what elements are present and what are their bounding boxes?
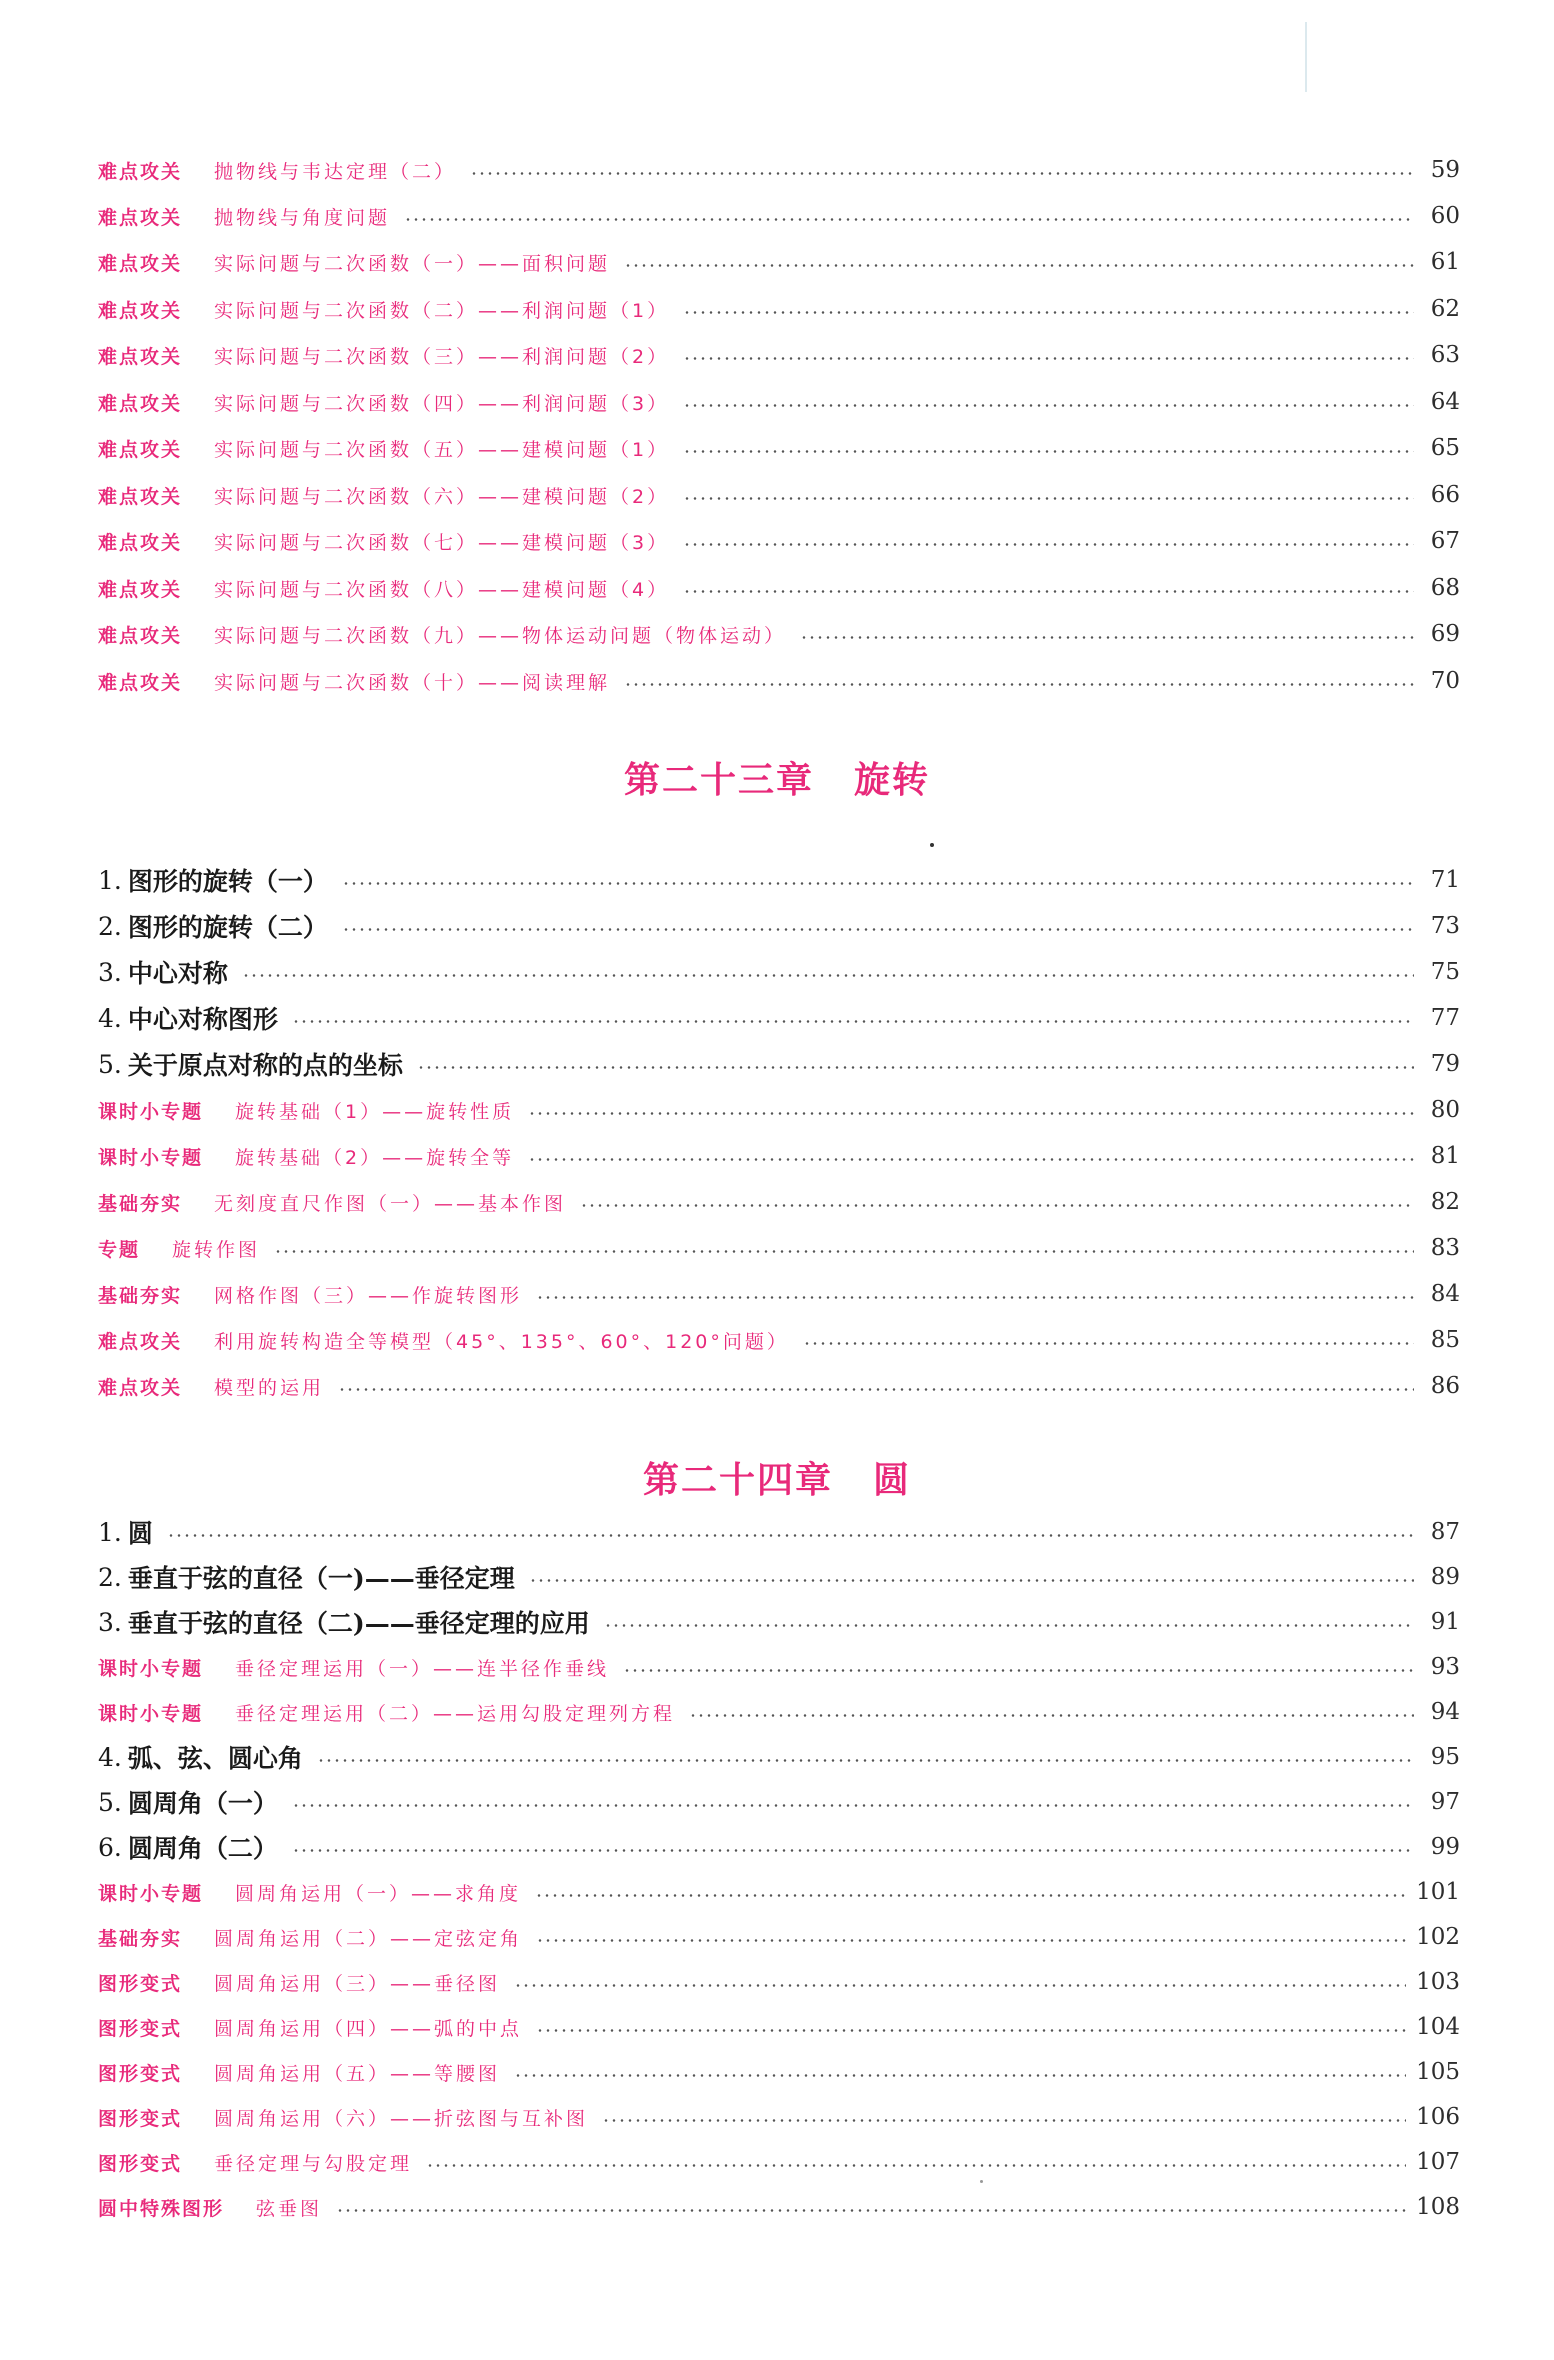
toc-entry — [98, 521, 1460, 561]
dot-leader — [292, 1849, 1414, 1852]
entry-page-number: 95 — [1430, 1744, 1460, 1770]
entry-title: 圆周角运用（三）——垂径图 — [214, 1972, 501, 1995]
entry-title: 实际问题与二次函数（三）——利润问题（2） — [214, 345, 670, 368]
entry-prefix: 课时小专题 — [98, 1146, 204, 1169]
entry-page-number: 89 — [1430, 1564, 1460, 1590]
entry-number: 5. — [98, 1787, 122, 1817]
entry-page-number: 84 — [1430, 1281, 1460, 1307]
entry-number: 5. — [98, 1049, 122, 1079]
toc-entry — [98, 614, 1460, 654]
dot-leader — [167, 1534, 1414, 1537]
entry-prefix: 圆中特殊图形 — [98, 2197, 225, 2220]
entry-page-number: 67 — [1430, 528, 1460, 554]
toc-entry — [98, 998, 1460, 1038]
dot-leader — [514, 2074, 1406, 2077]
dot-leader — [624, 264, 1414, 267]
dot-leader — [336, 2209, 1406, 2212]
toc-entry — [98, 150, 1460, 190]
entry-number: 3. — [98, 957, 122, 987]
entry-number: 1. — [98, 1517, 122, 1547]
entry-title: 图形的旋转（二） — [127, 913, 328, 942]
entry-title: 垂直于弦的直径（二)——垂径定理的应用 — [127, 1609, 590, 1638]
dot-leader — [274, 1250, 1414, 1253]
entry-page-number: 65 — [1430, 435, 1460, 461]
entry-prefix: 课时小专题 — [98, 1100, 204, 1123]
toc-entry — [98, 1692, 1460, 1732]
entry-page-number: 104 — [1416, 2014, 1460, 2040]
dot-leader — [404, 218, 1414, 221]
entry-title: 利用旋转构造全等模型（45°、135°、60°、120°问题） — [214, 1330, 789, 1353]
entry-prefix: 难点攻关 — [98, 206, 183, 229]
dot-leader — [536, 2029, 1406, 2032]
entry-title: 抛物线与韦达定理（二） — [214, 160, 457, 183]
entry-number: 2. — [98, 911, 122, 941]
toc-entry — [98, 1136, 1460, 1176]
toc-entry — [98, 1872, 1460, 1912]
toc-entry — [98, 1737, 1460, 1777]
entry-prefix: 基础夯实 — [98, 1192, 183, 1215]
entry-title: 旋转基础（1）——旋转性质 — [235, 1100, 515, 1123]
scan-edge-line — [1305, 22, 1307, 92]
entry-title: 实际问题与二次函数（十）——阅读理解 — [214, 671, 611, 694]
dot-leader — [514, 1984, 1406, 1987]
entry-page-number: 85 — [1430, 1327, 1460, 1353]
entry-page-number: 79 — [1430, 1051, 1460, 1077]
dot-leader — [242, 974, 1414, 977]
dot-leader — [800, 636, 1414, 639]
entry-prefix: 基础夯实 — [98, 1927, 183, 1950]
entry-prefix: 难点攻关 — [98, 438, 183, 461]
entry-page-number: 75 — [1430, 959, 1460, 985]
entry-page-number: 99 — [1430, 1834, 1460, 1860]
entry-number: 4. — [98, 1742, 122, 1772]
entry-page-number: 87 — [1430, 1519, 1460, 1545]
dot-leader — [624, 683, 1414, 686]
entry-page-number: 97 — [1430, 1789, 1460, 1815]
entry-title: 圆周角运用（五）——等腰图 — [214, 2062, 501, 2085]
entry-page-number: 103 — [1416, 1969, 1460, 1995]
entry-prefix: 难点攻关 — [98, 485, 183, 508]
entry-title: 圆 — [127, 1519, 153, 1548]
entry-prefix: 图形变式 — [98, 2017, 183, 2040]
dot-leader — [683, 357, 1414, 360]
entry-title: 抛物线与角度问题 — [214, 206, 391, 229]
entry-page-number: 86 — [1430, 1373, 1460, 1399]
toc-entry — [98, 2052, 1460, 2092]
toc-entry — [98, 1512, 1460, 1552]
dot-leader — [528, 1158, 1414, 1161]
entry-prefix: 图形变式 — [98, 2107, 183, 2130]
entry-prefix: 课时小专题 — [98, 1702, 204, 1725]
chapter-title: 圆 — [873, 1459, 912, 1501]
entry-title: 网格作图（三）——作旋转图形 — [214, 1284, 523, 1307]
entry-title: 圆周角（一） — [127, 1789, 278, 1818]
toc-entry — [98, 2097, 1460, 2137]
entry-page-number: 107 — [1416, 2149, 1460, 2175]
entry-title: 旋转作图 — [172, 1238, 261, 1261]
dot-leader — [417, 1066, 1414, 1069]
entry-page-number: 68 — [1430, 575, 1460, 601]
entry-page-number: 77 — [1430, 1005, 1460, 1031]
dot-leader — [317, 1759, 1414, 1762]
entry-title: 垂径定理与勾股定理 — [214, 2152, 413, 2175]
entry-title: 垂直于弦的直径（一)——垂径定理 — [127, 1564, 515, 1593]
toc-entry — [98, 1090, 1460, 1130]
toc-entry — [98, 382, 1460, 422]
entry-page-number: 83 — [1430, 1235, 1460, 1261]
entry-title: 实际问题与二次函数（八）——建模问题（4） — [214, 578, 670, 601]
dot-leader — [426, 2164, 1406, 2167]
entry-page-number: 105 — [1416, 2059, 1460, 2085]
toc-entry — [98, 2187, 1460, 2227]
dot-leader — [623, 1669, 1414, 1672]
entry-title: 弦垂图 — [256, 2197, 323, 2220]
toc-entry — [98, 661, 1460, 701]
entry-prefix: 图形变式 — [98, 2152, 183, 2175]
entry-title: 旋转基础（2）——旋转全等 — [235, 1146, 515, 1169]
toc-entry — [98, 1827, 1460, 1867]
entry-number: 6. — [98, 1832, 122, 1862]
entry-number: 3. — [98, 1607, 122, 1637]
chapter-number: 第二十四章 — [642, 1459, 833, 1501]
entry-prefix: 图形变式 — [98, 1972, 183, 1995]
toc-entry — [98, 242, 1460, 282]
entry-title: 中心对称图形 — [127, 1005, 278, 1034]
entry-number: 4. — [98, 1003, 122, 1033]
entry-title: 图形的旋转（一） — [127, 867, 328, 896]
entry-page-number: 73 — [1430, 913, 1460, 939]
entry-page-number: 69 — [1430, 621, 1460, 647]
entry-prefix: 难点攻关 — [98, 252, 183, 275]
entry-page-number: 80 — [1430, 1097, 1460, 1123]
dot-leader — [803, 1342, 1414, 1345]
chapter-heading — [0, 1452, 1554, 1503]
dot-leader — [580, 1204, 1414, 1207]
toc-entry — [98, 1557, 1460, 1597]
dot-leader — [683, 543, 1414, 546]
entry-title: 实际问题与二次函数（五）——建模问题（1） — [214, 438, 670, 461]
toc-entry — [98, 1917, 1460, 1957]
toc-entry — [98, 1602, 1460, 1642]
toc-entry — [98, 335, 1460, 375]
toc-entry — [98, 1962, 1460, 2002]
dot-leader — [683, 450, 1414, 453]
dot-leader — [342, 882, 1414, 885]
entry-page-number: 59 — [1430, 157, 1460, 183]
dot-leader — [602, 2119, 1406, 2122]
toc-entry — [98, 2007, 1460, 2047]
entry-title: 圆周角（二） — [127, 1834, 278, 1863]
entry-prefix: 图形变式 — [98, 2062, 183, 2085]
entry-page-number: 94 — [1430, 1699, 1460, 1725]
entry-page-number: 91 — [1430, 1609, 1460, 1635]
entry-page-number: 64 — [1430, 389, 1460, 415]
chapter-title: 旋转 — [854, 759, 931, 801]
toc-entry — [98, 196, 1460, 236]
dot-leader — [529, 1579, 1414, 1582]
entry-title: 圆周角运用（二）——定弦定角 — [214, 1927, 523, 1950]
toc-entry — [98, 428, 1460, 468]
entry-page-number: 62 — [1430, 296, 1460, 322]
entry-title: 实际问题与二次函数（九）——物体运动问题（物体运动） — [214, 624, 787, 647]
toc-entry — [98, 1274, 1460, 1314]
entry-title: 弧、弦、圆心角 — [127, 1744, 303, 1773]
entry-title: 垂径定理运用（一）——连半径作垂线 — [235, 1657, 610, 1680]
entry-title: 关于原点对称的点的坐标 — [127, 1051, 403, 1080]
entry-page-number: 82 — [1430, 1189, 1460, 1215]
toc-entry — [98, 289, 1460, 329]
dot-leader — [292, 1804, 1414, 1807]
entry-prefix: 难点攻关 — [98, 299, 183, 322]
dot-leader — [535, 1894, 1406, 1897]
entry-title: 无刻度直尺作图（一）——基本作图 — [214, 1192, 567, 1215]
toc-entry — [98, 1366, 1460, 1406]
entry-page-number: 101 — [1416, 1879, 1460, 1905]
entry-page-number: 106 — [1416, 2104, 1460, 2130]
entry-page-number: 70 — [1430, 668, 1460, 694]
entry-page-number: 63 — [1430, 342, 1460, 368]
chapter-number: 第二十三章 — [623, 759, 814, 801]
entry-prefix: 课时小专题 — [98, 1882, 204, 1905]
entry-prefix: 难点攻关 — [98, 392, 183, 415]
toc-entry — [98, 1647, 1460, 1687]
entry-prefix: 难点攻关 — [98, 1330, 183, 1353]
entry-prefix: 难点攻关 — [98, 624, 183, 647]
toc-entry — [98, 1320, 1460, 1360]
dot-leader — [683, 404, 1414, 407]
entry-title: 实际问题与二次函数（六）——建模问题（2） — [214, 485, 670, 508]
entry-prefix: 专题 — [98, 1238, 141, 1261]
entry-title: 实际问题与二次函数（一）——面积问题 — [214, 252, 611, 275]
dot-leader — [689, 1714, 1414, 1717]
scan-speck — [930, 843, 934, 847]
dot-leader — [683, 311, 1414, 314]
dot-leader — [470, 172, 1414, 175]
toc-entry — [98, 860, 1460, 900]
toc-entry — [98, 568, 1460, 608]
entry-prefix: 课时小专题 — [98, 1657, 204, 1680]
entry-prefix: 难点攻关 — [98, 345, 183, 368]
entry-page-number: 102 — [1416, 1924, 1460, 1950]
dot-leader — [604, 1624, 1414, 1627]
toc-entry — [98, 1228, 1460, 1268]
entry-page-number: 108 — [1416, 2194, 1460, 2220]
dot-leader — [292, 1020, 1414, 1023]
entry-number: 2. — [98, 1562, 122, 1592]
entry-page-number: 81 — [1430, 1143, 1460, 1169]
entry-title: 模型的运用 — [214, 1376, 325, 1399]
toc-entry — [98, 475, 1460, 515]
toc-entry — [98, 906, 1460, 946]
dot-leader — [528, 1112, 1414, 1115]
entry-title: 圆周角运用（四）——弧的中点 — [214, 2017, 523, 2040]
dot-leader — [683, 590, 1414, 593]
entry-title: 实际问题与二次函数（七）——建模问题（3） — [214, 531, 670, 554]
entry-page-number: 61 — [1430, 249, 1460, 275]
entry-prefix: 难点攻关 — [98, 531, 183, 554]
chapter-heading — [0, 752, 1554, 803]
entry-prefix: 难点攻关 — [98, 160, 183, 183]
entry-prefix: 基础夯实 — [98, 1284, 183, 1307]
entry-prefix: 难点攻关 — [98, 578, 183, 601]
entry-title: 垂径定理运用（二）——运用勾股定理列方程 — [235, 1702, 676, 1725]
toc-entry — [98, 2142, 1460, 2182]
entry-title: 实际问题与二次函数（四）——利润问题（3） — [214, 392, 670, 415]
toc-entry — [98, 1182, 1460, 1222]
dot-leader — [536, 1296, 1414, 1299]
toc-entry — [98, 1782, 1460, 1822]
toc-entry — [98, 952, 1460, 992]
entry-title: 圆周角运用（一）——求角度 — [235, 1882, 522, 1905]
entry-title: 中心对称 — [127, 959, 228, 988]
entry-number: 1. — [98, 865, 122, 895]
entry-page-number: 71 — [1430, 867, 1460, 893]
entry-prefix: 难点攻关 — [98, 1376, 183, 1399]
dot-leader — [683, 497, 1414, 500]
entry-prefix: 难点攻关 — [98, 671, 183, 694]
entry-page-number: 60 — [1430, 203, 1460, 229]
entry-page-number: 93 — [1430, 1654, 1460, 1680]
dot-leader — [342, 928, 1414, 931]
entry-page-number: 66 — [1430, 482, 1460, 508]
dot-leader — [536, 1939, 1406, 1942]
entry-title: 圆周角运用（六）——折弦图与互补图 — [214, 2107, 589, 2130]
toc-entry — [98, 1044, 1460, 1084]
dot-leader — [338, 1388, 1414, 1391]
entry-title: 实际问题与二次函数（二）——利润问题（1） — [214, 299, 670, 322]
scan-speck — [980, 2180, 983, 2183]
